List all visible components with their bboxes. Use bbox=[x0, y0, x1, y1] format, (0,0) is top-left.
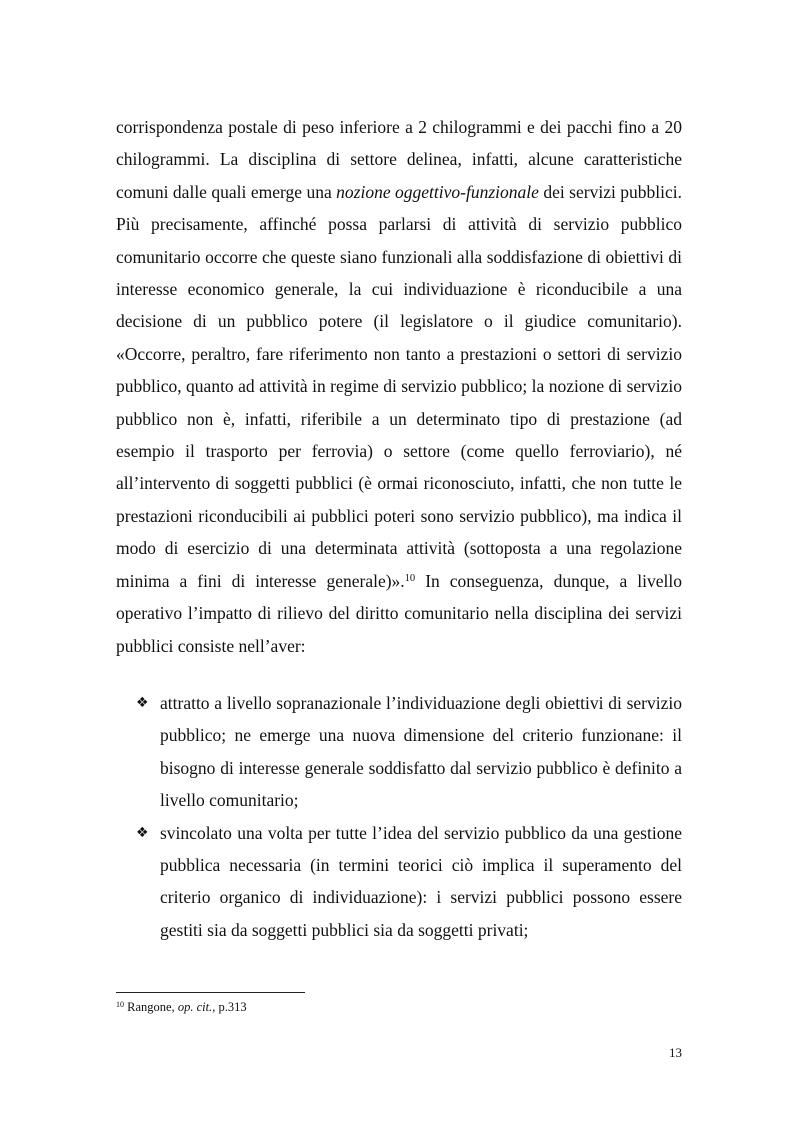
footnote-reference[interactable]: 10 bbox=[404, 572, 416, 584]
page-number: 13 bbox=[669, 1045, 682, 1060]
bullet-text: svincolato una volta per tutte l’idea del servizio pubblico da una gestione pubblica necessaria (in termini teorici ciò implica il superamento del criterio organico di individuazione): i servizi pubblici possono essere gestiti sia da soggetti pubblici sia da soggetti privati; bbox=[160, 822, 682, 940]
footnote-citation: op. cit. bbox=[177, 1000, 213, 1014]
footnote bbox=[116, 999, 247, 1015]
paragraph-text-part-2: dei servizi pubblici. Più precisamente, affinché possa parlarsi di attività di servizio pubblico comunitario occorre che queste siano funzionali alla soddisfazione di obiettivi di interesse economico generale, la cui individuazione è riconducibile a una decisione di un pubblico potere (il legislatore o il giudice comunitario). «Occorre, peraltro, fare riferimento non tanto a prestazioni o settori di servizio pubblico, quanto ad attività in regime di servizio pubblico; la nozione di servizio pubblico non è, infatti, riferibile a un determinato tipo di prestazione (ad esempio il trasporto per ferrovia) o settore (come quello ferroviario), né all’intervento di soggetti pubblici (è ormai riconosciuto, infatti, che non tutte le prestazioni riconducibili ai pubblici poteri sono servizio pubblico), ma indica il modo di esercizio di una determinata attività (sottoposta a una regolazione minima a fini di interesse generale)». bbox=[116, 181, 682, 591]
paragraph-text-part-3: In conseguenza, dunque, a livello operativo l’impatto di rilievo del diritto comunitario nella disciplina dei servizi pubblici consiste nell’aver: bbox=[116, 570, 682, 656]
footnote-number: 10 bbox=[116, 1000, 124, 1009]
bullet-text: attratto a livello sopranazionale l’individuazione degli obiettivi di servizio pubblico; ne emerge una nuova dimensione del criterio funzionane: il bisogno di interesse generale soddisfatto dal servizio pubblico è definito a livello comunitario; bbox=[160, 693, 682, 811]
diamond-bullet-icon: ❖ bbox=[136, 695, 149, 711]
footnote-author: Rangone, bbox=[124, 1000, 178, 1014]
footnote-divider bbox=[116, 992, 305, 993]
body-paragraph bbox=[116, 111, 682, 662]
paragraph-text-part-1: corrispondenza postale di peso inferiore a 2 chilogrammi e dei pacchi fino a 20 chilogrammi. La disciplina di settore delinea, infatti, alcune caratteristiche comuni dalle quali emerge una bbox=[116, 117, 682, 202]
bullet-list bbox=[116, 687, 682, 946]
diamond-bullet-icon: ❖ bbox=[136, 824, 149, 841]
bullet-item bbox=[116, 817, 682, 947]
footnote-page: , p.313 bbox=[212, 1000, 247, 1014]
italic-term: nozione oggettivo-funzionale bbox=[336, 181, 539, 202]
bullet-item bbox=[116, 687, 682, 817]
